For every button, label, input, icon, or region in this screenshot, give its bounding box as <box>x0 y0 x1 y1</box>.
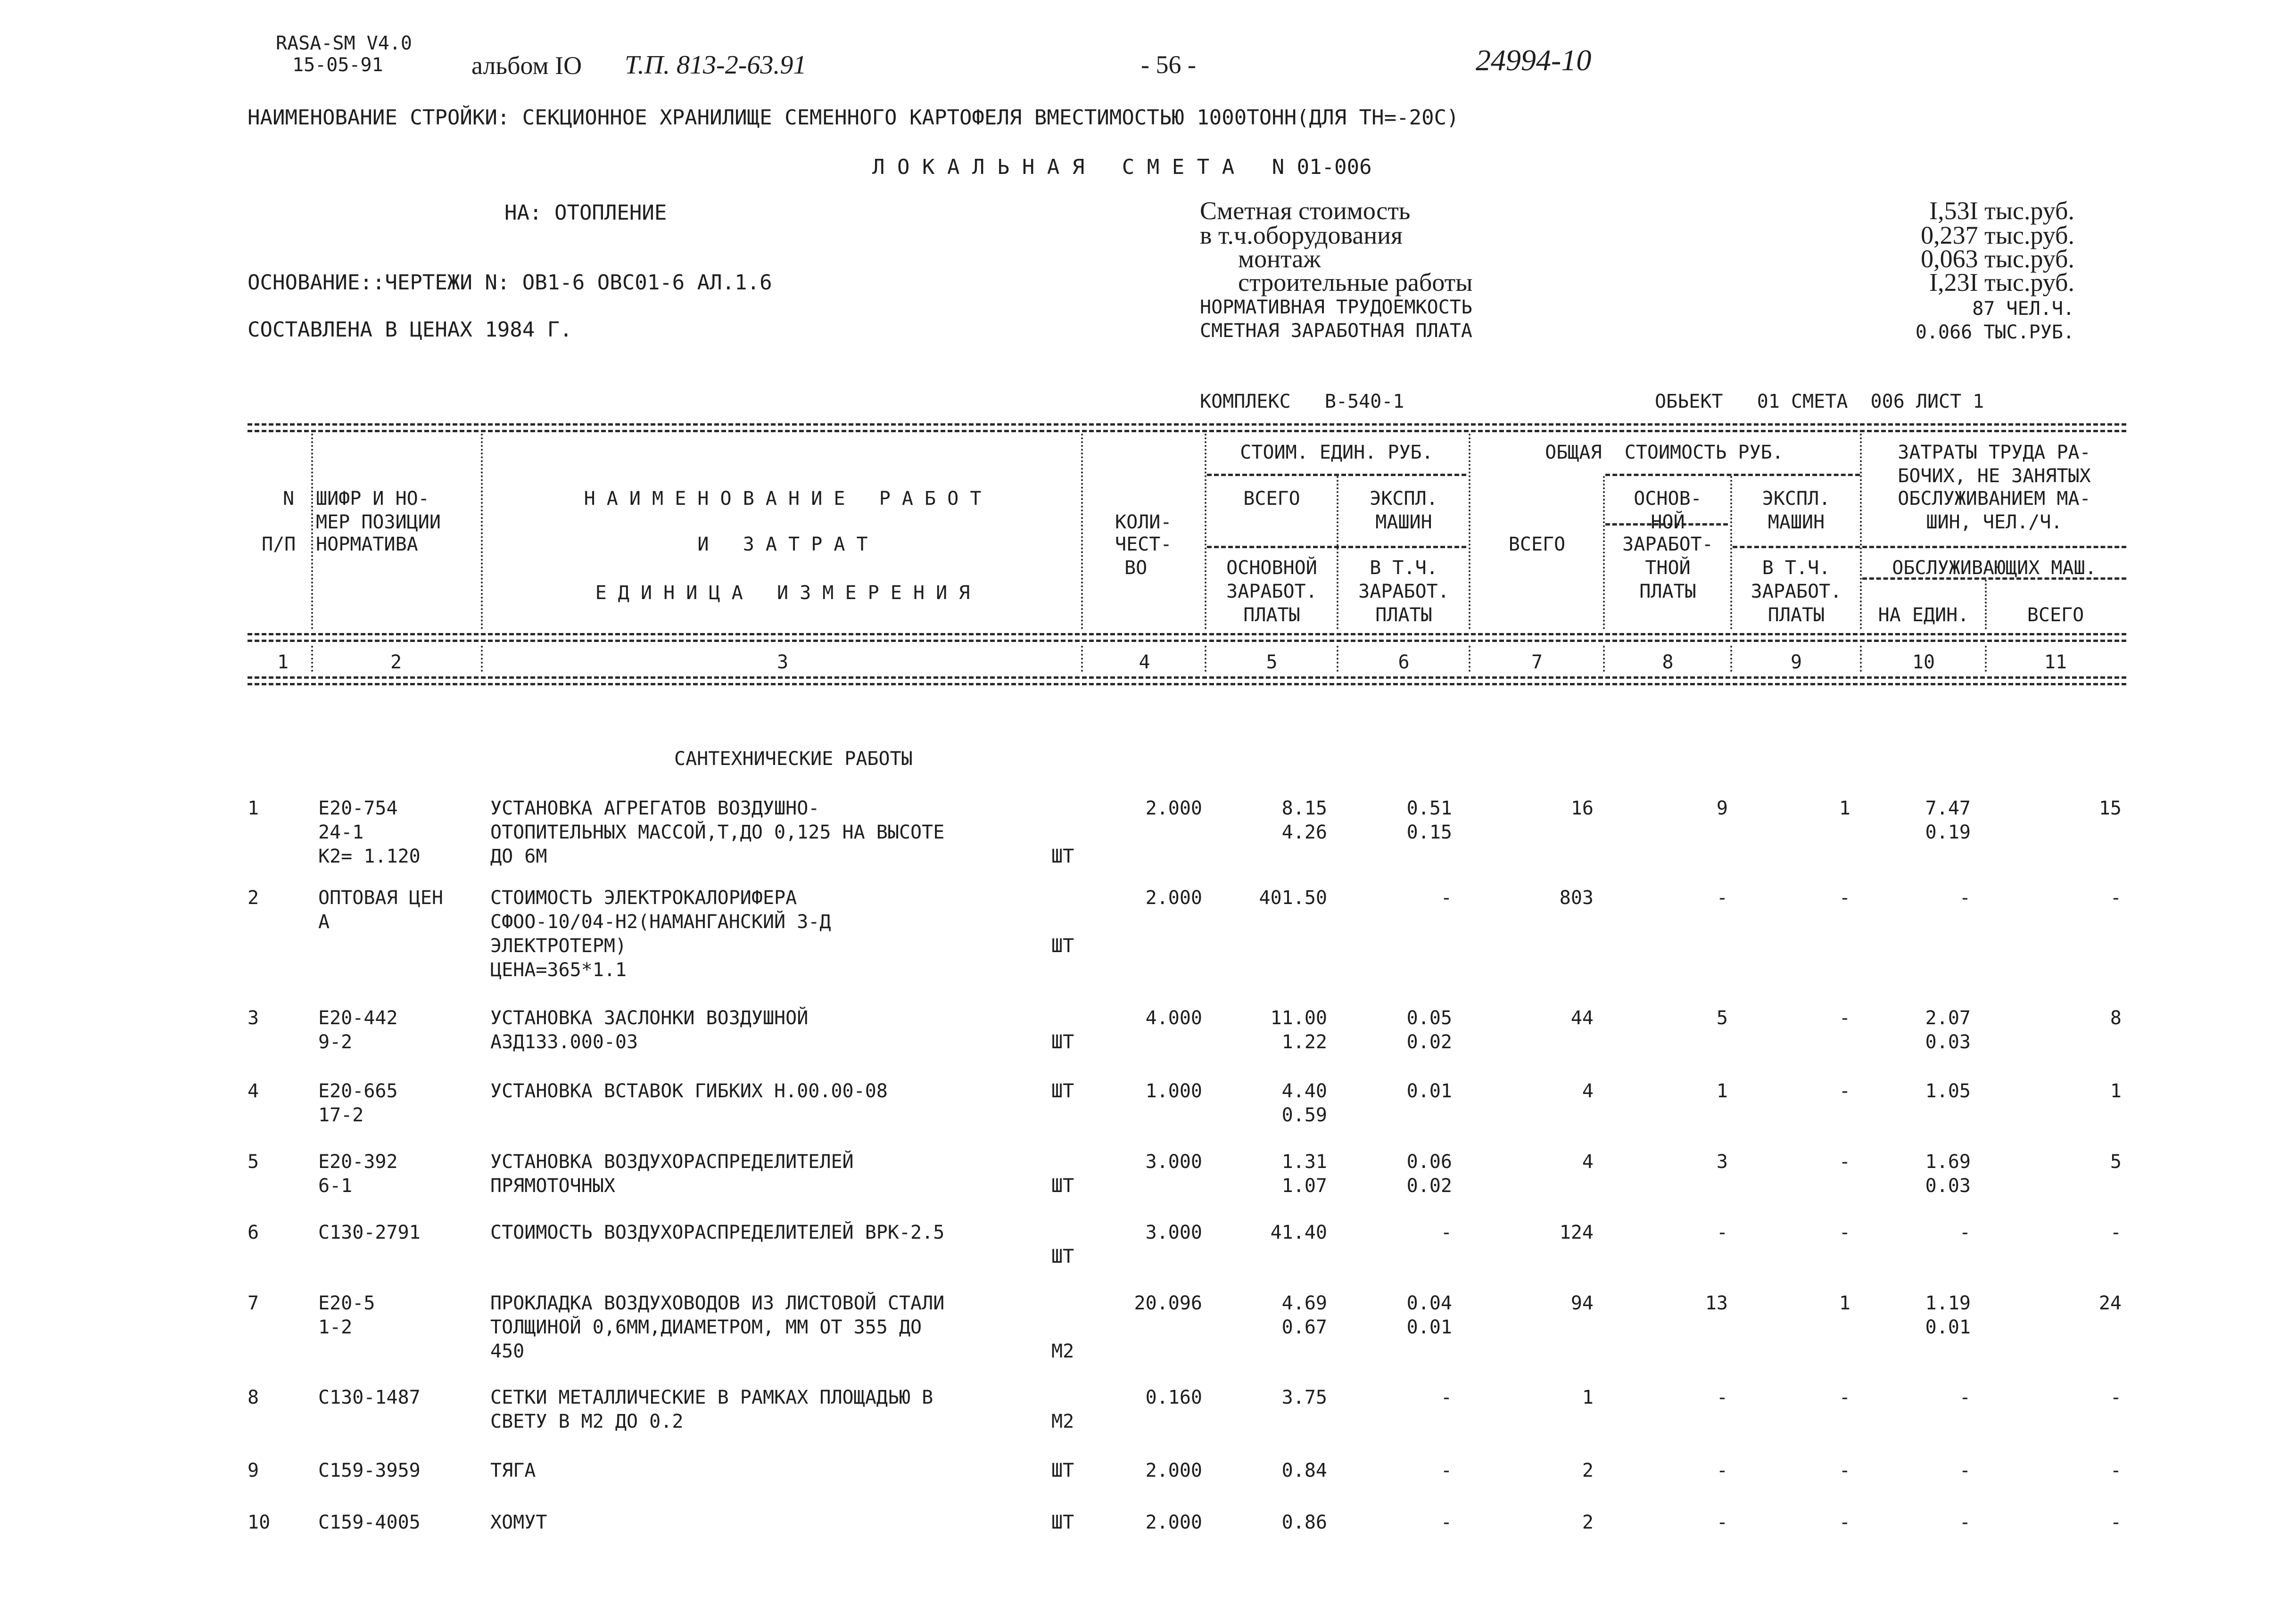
header-unit-base: ЗАРАБОТ. <box>1226 581 1317 602</box>
rule-mid <box>248 633 2126 635</box>
header-unit-base: ПЛАТЫ <box>1243 604 1300 626</box>
header-unit-mach: МАШИН <box>1375 511 1432 533</box>
row-labor-unit: - <box>1959 1460 1971 1481</box>
row-code: С159-4005 <box>318 1512 421 1533</box>
header-unit-base: ОСНОВНОЙ <box>1226 557 1317 579</box>
album-label: альбом IO <box>471 51 582 80</box>
col-divider <box>1081 646 1083 672</box>
rule-sub <box>1207 546 1466 548</box>
row-unit: ШТ <box>1051 1460 1074 1481</box>
row-unit-cost: 4.69 <box>1281 1292 1327 1314</box>
row-labor-total: 15 <box>2098 798 2122 819</box>
row-number: 5 <box>248 1151 259 1173</box>
column-number: 8 <box>1662 651 1674 673</box>
row-number: 2 <box>248 887 259 909</box>
row-total: 4 <box>1582 1080 1594 1102</box>
header-name: Н А И М Е Н О В А Н И Е Р А Б О Т <box>584 488 982 510</box>
row-unit-mach: 0.15 <box>1406 822 1452 843</box>
row-unit-mach: - <box>1440 1222 1452 1243</box>
row-labor-unit: 1.69 <box>1925 1151 1971 1173</box>
row-name: УСТАНОВКА ЗАСЛОНКИ ВОЗДУШНОЙ <box>490 1007 809 1029</box>
header-labor: ОБСЛУЖИВАНИЕМ МА- <box>1898 488 2091 510</box>
row-code: Е20-665 <box>318 1080 398 1102</box>
row-labor-total: 5 <box>2110 1151 2122 1173</box>
row-unit-cost: 0.59 <box>1281 1104 1327 1126</box>
row-unit-cost: 11.00 <box>1270 1007 1327 1029</box>
row-labor-unit: 1.19 <box>1925 1292 1971 1314</box>
row-name: СТОИМОСТЬ ВОЗДУХОРАСПРЕДЕЛИТЕЛЕЙ ВРК-2.5 <box>490 1222 945 1243</box>
row-name: ДО 6М <box>490 846 547 867</box>
col-divider <box>1205 646 1206 672</box>
header-code: МЕР ПОЗИЦИИ <box>316 511 441 533</box>
row-total-base: - <box>1716 1460 1728 1481</box>
print-date: 15-05-91 <box>292 54 383 76</box>
row-labor-unit: 0.19 <box>1925 822 1971 843</box>
col-divider <box>481 646 483 672</box>
header-total-mach: МАШИН <box>1767 511 1825 533</box>
header-total-base: ПЛАТЫ <box>1639 581 1696 602</box>
row-unit-cost: 1.07 <box>1281 1175 1327 1197</box>
row-quantity: 3.000 <box>1145 1151 1202 1173</box>
row-total-base: - <box>1716 1222 1728 1243</box>
construction-name: НАИМЕНОВАНИЕ СТРОЙКИ: СЕКЦИОННОЕ ХРАНИЛИЩЕ СЕМЕННОГО КАРТОФЕЛЯ ВМЕСТИМОСТЬЮ 1000ТОНН(ДЛЯ ТН=-20С) <box>248 106 1459 130</box>
row-unit-cost: 401.50 <box>1259 887 1327 909</box>
rule-sub <box>1605 474 1860 476</box>
row-number: 1 <box>248 798 259 819</box>
software-version: RASA-SM V4.0 <box>276 33 412 54</box>
row-quantity: 2.000 <box>1145 798 1202 819</box>
row-total-base: 1 <box>1716 1080 1728 1102</box>
row-unit-cost: 1.31 <box>1281 1151 1327 1173</box>
column-number: 7 <box>1531 651 1543 673</box>
col-divider <box>1985 646 1987 672</box>
row-unit-mach: 0.02 <box>1406 1175 1452 1197</box>
document-number: 24994-10 <box>1476 43 1592 77</box>
row-total: 4 <box>1582 1151 1594 1173</box>
row-code: ОПТОВАЯ ЦЕН <box>318 887 443 909</box>
column-number: 2 <box>390 651 402 673</box>
row-unit-cost: 0.84 <box>1281 1460 1327 1481</box>
row-total: 124 <box>1559 1222 1594 1243</box>
row-name: ОТОПИТЕЛЬНЫХ МАССОЙ,Т,ДО 0,125 НА ВЫСОТЕ <box>490 822 945 843</box>
row-code: Е20-754 <box>318 798 398 819</box>
header-labor: ЗАТРАТЫ ТРУДА РА- <box>1898 442 2091 463</box>
row-unit-mach: - <box>1440 1460 1452 1481</box>
summary-value: I,23I тыс.руб. <box>1929 268 2074 296</box>
row-labor-total: - <box>2110 1387 2122 1408</box>
row-name: УСТАНОВКА АГРЕГАТОВ ВОЗДУШНО- <box>490 798 820 819</box>
row-name: ЦЕНА=365*1.1 <box>490 959 627 981</box>
row-labor-total: - <box>2110 1460 2122 1481</box>
header-labor-unit: НА ЕДИН. <box>1878 604 1969 626</box>
row-name: ЭЛЕКТРОТЕРМ) <box>490 935 627 957</box>
summary-label: в т.ч.оборудования <box>1200 221 1403 249</box>
header-qty: ВО <box>1124 557 1148 579</box>
column-number: 10 <box>1912 651 1935 673</box>
rule-top <box>248 423 2126 426</box>
column-number: 3 <box>776 651 789 673</box>
row-total-mach: - <box>1839 1007 1850 1029</box>
col-divider <box>311 434 313 629</box>
row-code: 24-1 <box>318 822 364 843</box>
row-code: С130-2791 <box>318 1222 421 1243</box>
row-total: 94 <box>1570 1292 1594 1314</box>
summary-value: 0,063 тыс.руб. <box>1921 245 2074 273</box>
col-divider <box>481 434 483 629</box>
row-code: 17-2 <box>318 1104 364 1126</box>
row-unit-cost: 0.67 <box>1281 1316 1327 1338</box>
col-divider <box>1985 580 1987 629</box>
row-labor-unit: 0.03 <box>1925 1031 1971 1053</box>
row-name: ТОЛЩИНОЙ 0,6ММ,ДИАМЕТРОМ, ММ ОТ 355 ДО <box>490 1316 922 1338</box>
row-number: 6 <box>248 1222 259 1243</box>
header-total-all: ВСЕГО <box>1508 534 1566 555</box>
row-total-mach: - <box>1839 887 1850 909</box>
row-code: Е20-392 <box>318 1151 398 1173</box>
row-code: А <box>318 911 330 933</box>
row-unit: М2 <box>1051 1411 1074 1432</box>
row-unit-mach: 0.02 <box>1406 1031 1452 1053</box>
rule-sub <box>1733 546 1860 548</box>
row-total: 1 <box>1582 1387 1594 1408</box>
estimate-basis: ОСНОВАНИЕ::ЧЕРТЕЖИ N: ОВ1-6 ОВС01-6 АЛ.1.6 <box>248 271 772 295</box>
row-total-base: - <box>1716 1387 1728 1408</box>
row-unit-cost: 1.22 <box>1281 1031 1327 1053</box>
row-quantity: 2.000 <box>1145 1512 1202 1533</box>
row-code: С130-1487 <box>318 1387 421 1408</box>
header-labor: ШИН, ЧЕЛ./Ч. <box>1926 511 2063 533</box>
row-unit-cost: 8.15 <box>1281 798 1327 819</box>
row-unit-mach: 0.01 <box>1406 1316 1452 1338</box>
col-divider <box>311 646 313 672</box>
price-level: СОСТАВЛЕНА В ЦЕНАХ 1984 Г. <box>248 318 572 342</box>
row-quantity: 1.000 <box>1145 1080 1202 1102</box>
header-unit-incl: ЗАРАБОТ. <box>1358 581 1449 602</box>
row-unit: ШТ <box>1051 1246 1074 1267</box>
header-name: Е Д И Н И Ц А И З М Е Р Е Н И Я <box>595 582 970 604</box>
row-unit-cost: 4.40 <box>1281 1080 1327 1102</box>
row-name: ХОМУТ <box>490 1512 547 1533</box>
project-reference: Т.П. 813-2-63.91 <box>625 50 807 80</box>
row-total-mach: - <box>1839 1222 1850 1243</box>
row-code: 6-1 <box>318 1175 353 1197</box>
col-divider <box>1081 434 1083 629</box>
header-total-base: ТНОЙ <box>1645 557 1691 579</box>
row-total-mach: - <box>1839 1151 1850 1173</box>
header-unit-cost: СТОИМ. ЕДИН. РУБ. <box>1240 442 1433 463</box>
row-total-base: 5 <box>1716 1007 1728 1029</box>
row-labor-unit: - <box>1959 1387 1971 1408</box>
col-divider <box>1603 476 1605 629</box>
row-labor-unit: 7.47 <box>1925 798 1971 819</box>
column-number: 11 <box>2044 651 2067 673</box>
row-labor-total: 1 <box>2110 1080 2122 1102</box>
row-name: УСТАНОВКА ВОЗДУХОРАСПРЕДЕЛИТЕЛЕЙ <box>490 1151 854 1173</box>
col-divider <box>1730 646 1732 672</box>
page-number: - 56 - <box>1141 50 1196 79</box>
row-labor-total: 24 <box>2098 1292 2122 1314</box>
row-code: Е20-5 <box>318 1292 375 1314</box>
rule-mid <box>248 640 2126 642</box>
row-total: 2 <box>1582 1460 1594 1481</box>
col-divider <box>1205 434 1206 629</box>
row-number: 3 <box>248 1007 259 1029</box>
row-code: Е20-442 <box>318 1007 398 1029</box>
header-total-incl: ПЛАТЫ <box>1767 604 1825 626</box>
row-number: 4 <box>248 1080 259 1102</box>
row-name: 450 <box>490 1340 525 1362</box>
header-number: N <box>283 488 295 510</box>
header-labor: БОЧИХ, НЕ ЗАНЯТЫХ <box>1898 465 2091 487</box>
row-name: СФОО-10/04-Н2(НАМАНГАНСКИЙ З-Д <box>490 911 831 933</box>
row-unit: ШТ <box>1051 1080 1074 1102</box>
row-code: К2= 1.120 <box>318 846 421 867</box>
summary-value: 0.066 ТЫС.РУБ. <box>1915 321 2074 343</box>
row-total: 44 <box>1570 1007 1594 1029</box>
row-total-mach: - <box>1839 1512 1850 1533</box>
header-name: И З А Т Р А Т <box>697 534 868 555</box>
row-quantity: 20.096 <box>1134 1292 1202 1314</box>
row-unit: ШТ <box>1051 846 1074 867</box>
header-number: П/П <box>262 534 296 555</box>
row-total-mach: - <box>1839 1460 1850 1481</box>
col-divider <box>1337 476 1338 629</box>
row-total-base: - <box>1716 1512 1728 1533</box>
row-unit: ШТ <box>1051 935 1074 957</box>
row-labor-total: - <box>2110 1512 2122 1533</box>
header-total-cost: ОБЩАЯ СТОИМОСТЬ РУБ. <box>1545 442 1784 463</box>
row-total-base: 13 <box>1705 1292 1728 1314</box>
header-qty: ЧЕСТ- <box>1115 534 1172 555</box>
row-name: СЕТКИ МЕТАЛЛИЧЕСКИЕ В РАМКАХ ПЛОЩАДЬЮ В <box>490 1387 933 1408</box>
column-number: 6 <box>1398 651 1410 673</box>
row-unit-mach: - <box>1440 887 1452 909</box>
row-unit-mach: 0.01 <box>1406 1080 1452 1102</box>
row-unit: М2 <box>1051 1340 1074 1362</box>
section-title: САНТЕХНИЧЕСКИЕ РАБОТЫ <box>674 748 913 770</box>
summary-value: 0,237 тыс.руб. <box>1921 221 2074 249</box>
object-sheet-info: ОБЬЕКТ 01 СМЕТА 006 ЛИСТ 1 <box>1655 391 1984 412</box>
row-name: СВЕТУ В М2 ДО 0.2 <box>490 1411 684 1432</box>
row-name: АЗД133.000-03 <box>490 1031 638 1053</box>
col-divider <box>1469 646 1470 672</box>
summary-label: Сметная стоимость <box>1200 197 1411 225</box>
row-name: ПРОКЛАДКА ВОЗДУХОВОДОВ ИЗ ЛИСТОВОЙ СТАЛИ <box>490 1292 945 1314</box>
row-labor-unit: 0.01 <box>1925 1316 1971 1338</box>
row-labor-unit: - <box>1959 1222 1971 1243</box>
row-unit-mach: - <box>1440 1387 1452 1408</box>
row-total-mach: - <box>1839 1387 1850 1408</box>
summary-label: НОРМАТИВНАЯ ТРУДОЕМКОСТЬ <box>1200 296 1472 318</box>
row-unit-cost: 0.86 <box>1281 1512 1327 1533</box>
row-number: 9 <box>248 1460 259 1481</box>
row-total-mach: 1 <box>1839 1292 1850 1314</box>
header-labor-maint: ОБСЛУЖИВАЮЩИХ МАШ. <box>1892 557 2097 579</box>
col-divider <box>1337 646 1338 672</box>
col-divider <box>1603 646 1605 672</box>
row-labor-unit: 2.07 <box>1925 1007 1971 1029</box>
row-number: 8 <box>248 1387 259 1408</box>
rule-sub <box>1207 474 1466 476</box>
row-total-mach: - <box>1839 1080 1850 1102</box>
row-unit-cost: 3.75 <box>1281 1387 1327 1408</box>
row-total-mach: 1 <box>1839 798 1850 819</box>
header-code: НОРМАТИВА <box>316 534 418 555</box>
summary-label: строительные работы <box>1200 268 1473 296</box>
col-divider <box>1860 646 1862 672</box>
row-quantity: 2.000 <box>1145 1460 1202 1481</box>
header-unit-incl: В Т.Ч. <box>1370 557 1438 579</box>
row-quantity: 0.160 <box>1145 1387 1202 1408</box>
column-number: 9 <box>1790 651 1802 673</box>
row-unit: ШТ <box>1051 1175 1074 1197</box>
row-unit: ШТ <box>1051 1031 1074 1053</box>
row-labor-total: 8 <box>2110 1007 2122 1029</box>
estimate-title: Л О К А Л Ь Н А Я С М Е Т А N 01-006 <box>872 155 1372 179</box>
header-total-base: НОЙ <box>1651 511 1685 533</box>
header-total-base: ОСНОВ- <box>1634 488 1702 510</box>
row-quantity: 2.000 <box>1145 887 1202 909</box>
row-total: 803 <box>1559 887 1594 909</box>
row-code: 9-2 <box>318 1031 353 1053</box>
summary-value: I,53I тыс.руб. <box>1929 197 2074 225</box>
row-unit-mach: 0.05 <box>1406 1007 1452 1029</box>
complex-code: КОМПЛЕКС В-540-1 <box>1200 391 1404 412</box>
col-divider <box>1730 476 1732 629</box>
header-total-incl: ЗАРАБОТ. <box>1751 581 1842 602</box>
estimate-subject: НА: ОТОПЛЕНИЕ <box>504 201 667 225</box>
summary-label: монтаж <box>1200 245 1321 273</box>
row-name: СТОИМОСТЬ ЭЛЕКТРОКАЛОРИФЕРА <box>490 887 797 909</box>
row-labor-unit: 1.05 <box>1925 1080 1971 1102</box>
header-total-mach: ЭКСПЛ. <box>1762 488 1831 510</box>
summary-value: 87 ЧЕЛ.Ч. <box>1972 298 2074 320</box>
column-number: 5 <box>1266 651 1278 673</box>
summary-label: СМЕТНАЯ ЗАРАБОТНАЯ ПЛАТА <box>1200 320 1472 342</box>
row-unit-cost: 41.40 <box>1270 1222 1327 1243</box>
row-number: 10 <box>248 1512 271 1533</box>
row-quantity: 4.000 <box>1145 1007 1202 1029</box>
header-unit-mach: ЭКСПЛ. <box>1370 488 1438 510</box>
row-total-base: 3 <box>1716 1151 1728 1173</box>
row-total-base: - <box>1716 887 1728 909</box>
row-labor-total: - <box>2110 887 2122 909</box>
rule-sub <box>1862 546 2126 548</box>
row-labor-unit: - <box>1959 1512 1971 1533</box>
row-unit-mach: - <box>1440 1512 1452 1533</box>
column-number: 1 <box>277 651 289 673</box>
header-labor-all: ВСЕГО <box>2027 604 2084 626</box>
row-unit: ШТ <box>1051 1512 1074 1533</box>
rule-bottom <box>248 676 2126 679</box>
row-unit-cost: 4.26 <box>1281 822 1327 843</box>
row-labor-unit: 0.03 <box>1925 1175 1971 1197</box>
row-total-base: 9 <box>1716 798 1728 819</box>
row-code: С159-3959 <box>318 1460 421 1481</box>
header-code: ШИФР И НО- <box>316 488 429 510</box>
row-name: ТЯГА <box>490 1460 536 1481</box>
rule-top <box>248 430 2126 432</box>
row-unit-mach: 0.04 <box>1406 1292 1452 1314</box>
row-quantity: 3.000 <box>1145 1222 1202 1243</box>
row-unit-mach: 0.06 <box>1406 1151 1452 1173</box>
column-number: 4 <box>1139 651 1150 673</box>
row-total: 16 <box>1570 798 1594 819</box>
header-unit-total: ВСЕГО <box>1243 488 1300 510</box>
row-name: ПРЯМОТОЧНЫХ <box>490 1175 615 1197</box>
row-total: 2 <box>1582 1512 1594 1533</box>
header-total-base: ЗАРАБОТ- <box>1622 534 1713 555</box>
col-divider <box>1469 434 1470 629</box>
row-labor-total: - <box>2110 1222 2122 1243</box>
rule-bottom <box>248 683 2126 685</box>
row-labor-unit: - <box>1959 887 1971 909</box>
header-unit-incl: ПЛАТЫ <box>1375 604 1432 626</box>
row-name: УСТАНОВКА ВСТАВОК ГИБКИХ Н.00.00-08 <box>490 1080 888 1102</box>
row-number: 7 <box>248 1292 259 1314</box>
header-qty: КОЛИ- <box>1115 511 1172 533</box>
row-code: 1-2 <box>318 1316 353 1338</box>
row-unit-mach: 0.51 <box>1406 798 1452 819</box>
header-total-incl: В Т.Ч. <box>1762 557 1831 579</box>
col-divider <box>1860 434 1862 629</box>
